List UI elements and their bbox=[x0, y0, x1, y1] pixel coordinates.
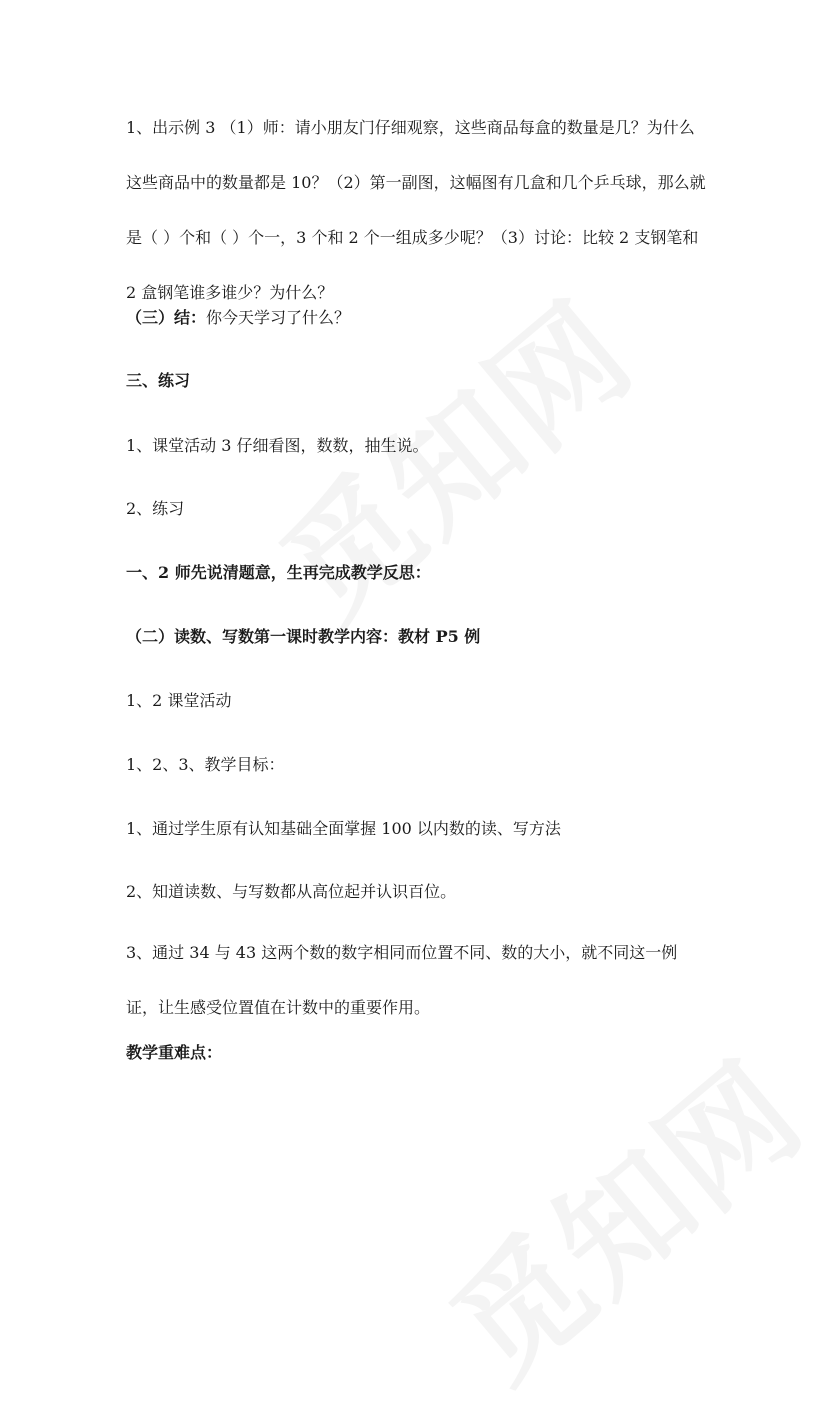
paragraph-teaching-goals: 1、2、3、教学目标： bbox=[126, 755, 285, 774]
heading-reflection: 一、2 师先说清题意，生再完成教学反思： bbox=[126, 563, 431, 582]
paragraph-example-3: 1、出示例 3 （1）师：请小朋友门仔细观察，这些商品每盒的数量是几？为什么这些商品中的数量都是 10？（2）第一副图，这幅图有几盒和几个乒乓球，那么就是（ ）个和（ ）个一，3 个和 2 个一组成多少呢？（3）讨论：比较 2 支钢笔和 2 盒钢笔谁多谁少？为什么？ bbox=[126, 118, 706, 302]
watermark-bottom bbox=[407, 1013, 830, 1414]
paragraph-goal-3: 3、通过 34 与 43 这两个数的数字相同而位置不同、数的大小，就不同这一例证，让生感受位置值在计数中的重要作用。 bbox=[126, 943, 678, 1017]
heading-key-points: 教学重难点： bbox=[126, 1043, 223, 1062]
heading-practice: 三、练习 bbox=[126, 371, 191, 390]
summary-text: 你今天学习了什么？ bbox=[206, 308, 351, 327]
paragraph-practice-2: 2、练习 bbox=[126, 499, 185, 518]
summary-heading: （三）结： bbox=[126, 308, 207, 327]
paragraph-class-activity: 1、课堂活动 3 仔细看图，数数，抽生说。 bbox=[126, 436, 429, 455]
paragraph-class-activity-2: 1、2 课堂活动 bbox=[126, 691, 232, 710]
paragraph-goal-1: 1、通过学生原有认知基础全面掌握 100 以内数的读、写方法 bbox=[126, 819, 561, 838]
paragraph-goal-2: 2、知道读数、与写数都从高位起并认识百位。 bbox=[126, 882, 457, 901]
heading-reading-writing: （二）读数、写数第一课时教学内容：教材 P5 例 bbox=[126, 627, 481, 646]
paragraph-summary bbox=[126, 303, 706, 332]
